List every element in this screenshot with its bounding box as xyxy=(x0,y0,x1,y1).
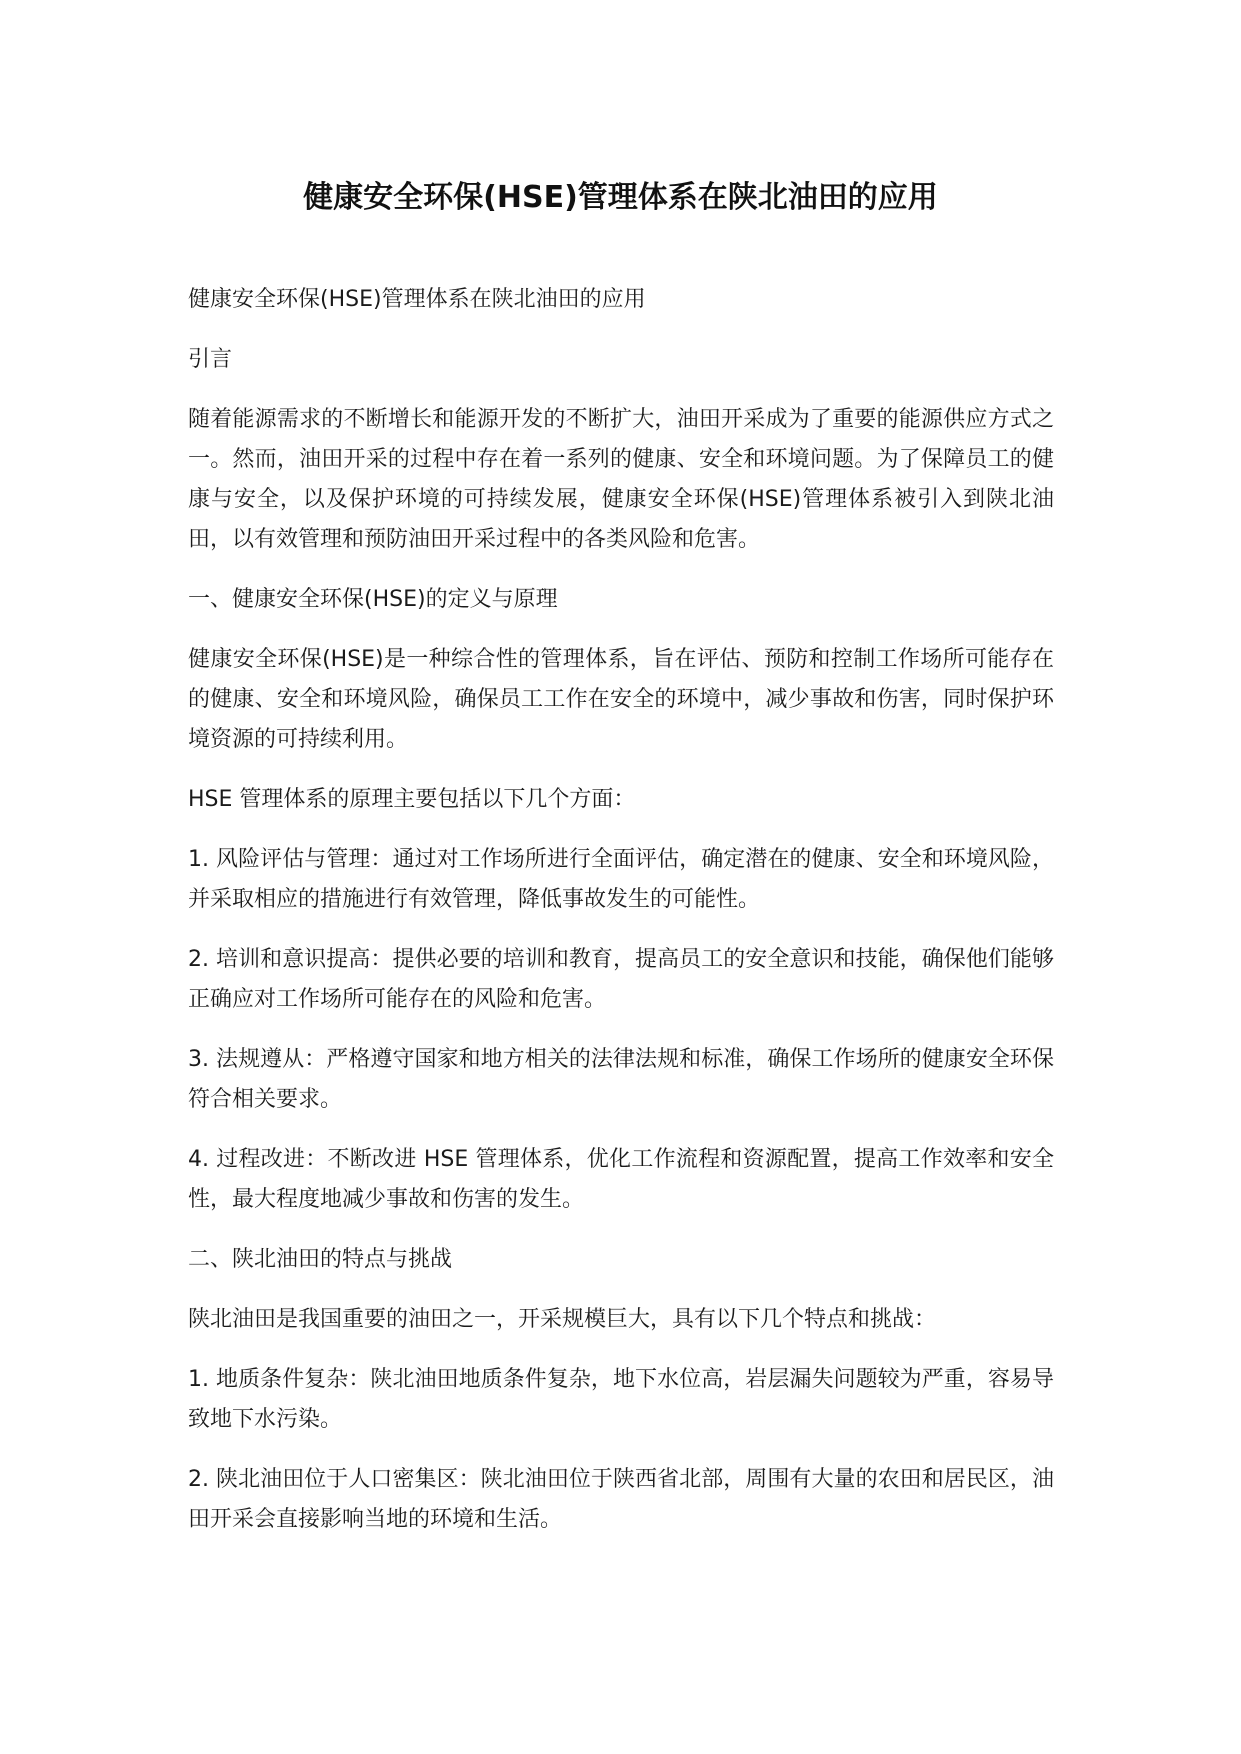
body-paragraph: HSE 管理体系的原理主要包括以下几个方面： xyxy=(188,787,636,812)
section-heading-introduction: 引言 xyxy=(188,347,233,372)
subtitle-paragraph: 健康安全环保(HSE)管理体系在陕北油田的应用 xyxy=(188,287,646,312)
document-title: 健康安全环保(HSE)管理体系在陕北油田的应用 xyxy=(303,180,938,215)
section-heading-challenges: 二、陕北油田的特点与挑战 xyxy=(188,1247,453,1272)
list-item: 2. 陕北油田位于人口密集区：陕北油田位于陕西省北部，周围有大量的农田和居民区，油田开采会直接影响当地的环境和生活。 xyxy=(188,1467,1054,1532)
list-item: 1. 地质条件复杂：陕北油田地质条件复杂，地下水位高，岩层漏失问题较为严重，容易导致地下水污染。 xyxy=(188,1367,1054,1432)
section-heading-definition: 一、健康安全环保(HSE)的定义与原理 xyxy=(188,587,558,612)
list-item: 2. 培训和意识提高：提供必要的培训和教育，提高员工的安全意识和技能，确保他们能够正确应对工作场所可能存在的风险和危害。 xyxy=(188,947,1054,1012)
list-item: 3. 法规遵从：严格遵守国家和地方相关的法律法规和标准，确保工作场所的健康安全环保符合相关要求。 xyxy=(188,1047,1054,1112)
document-body xyxy=(188,280,1054,1560)
body-paragraph: 随着能源需求的不断增长和能源开发的不断扩大，油田开采成为了重要的能源供应方式之一。然而，油田开采的过程中存在着一系列的健康、安全和环境问题。为了保障员工的健康与安全，以及保护环境的可持续发展，健康安全环保(HSE)管理体系被引入到陕北油田，以有效管理和预防油田开采过程中的各类风险和危害。 xyxy=(188,407,1054,552)
list-item: 1. 风险评估与管理：通过对工作场所进行全面评估，确定潜在的健康、安全和环境风险，并采取相应的措施进行有效管理，降低事故发生的可能性。 xyxy=(188,847,1054,912)
body-paragraph: 健康安全环保(HSE)是一种综合性的管理体系，旨在评估、预防和控制工作场所可能存在的健康、安全和环境风险，确保员工工作在安全的环境中，减少事故和伤害，同时保护环境资源的可持续利用。 xyxy=(188,647,1054,752)
body-paragraph: 陕北油田是我国重要的油田之一，开采规模巨大，具有以下几个特点和挑战： xyxy=(188,1307,937,1332)
list-item: 4. 过程改进：不断改进 HSE 管理体系，优化工作流程和资源配置，提高工作效率和安全性，最大程度地减少事故和伤害的发生。 xyxy=(188,1147,1054,1212)
